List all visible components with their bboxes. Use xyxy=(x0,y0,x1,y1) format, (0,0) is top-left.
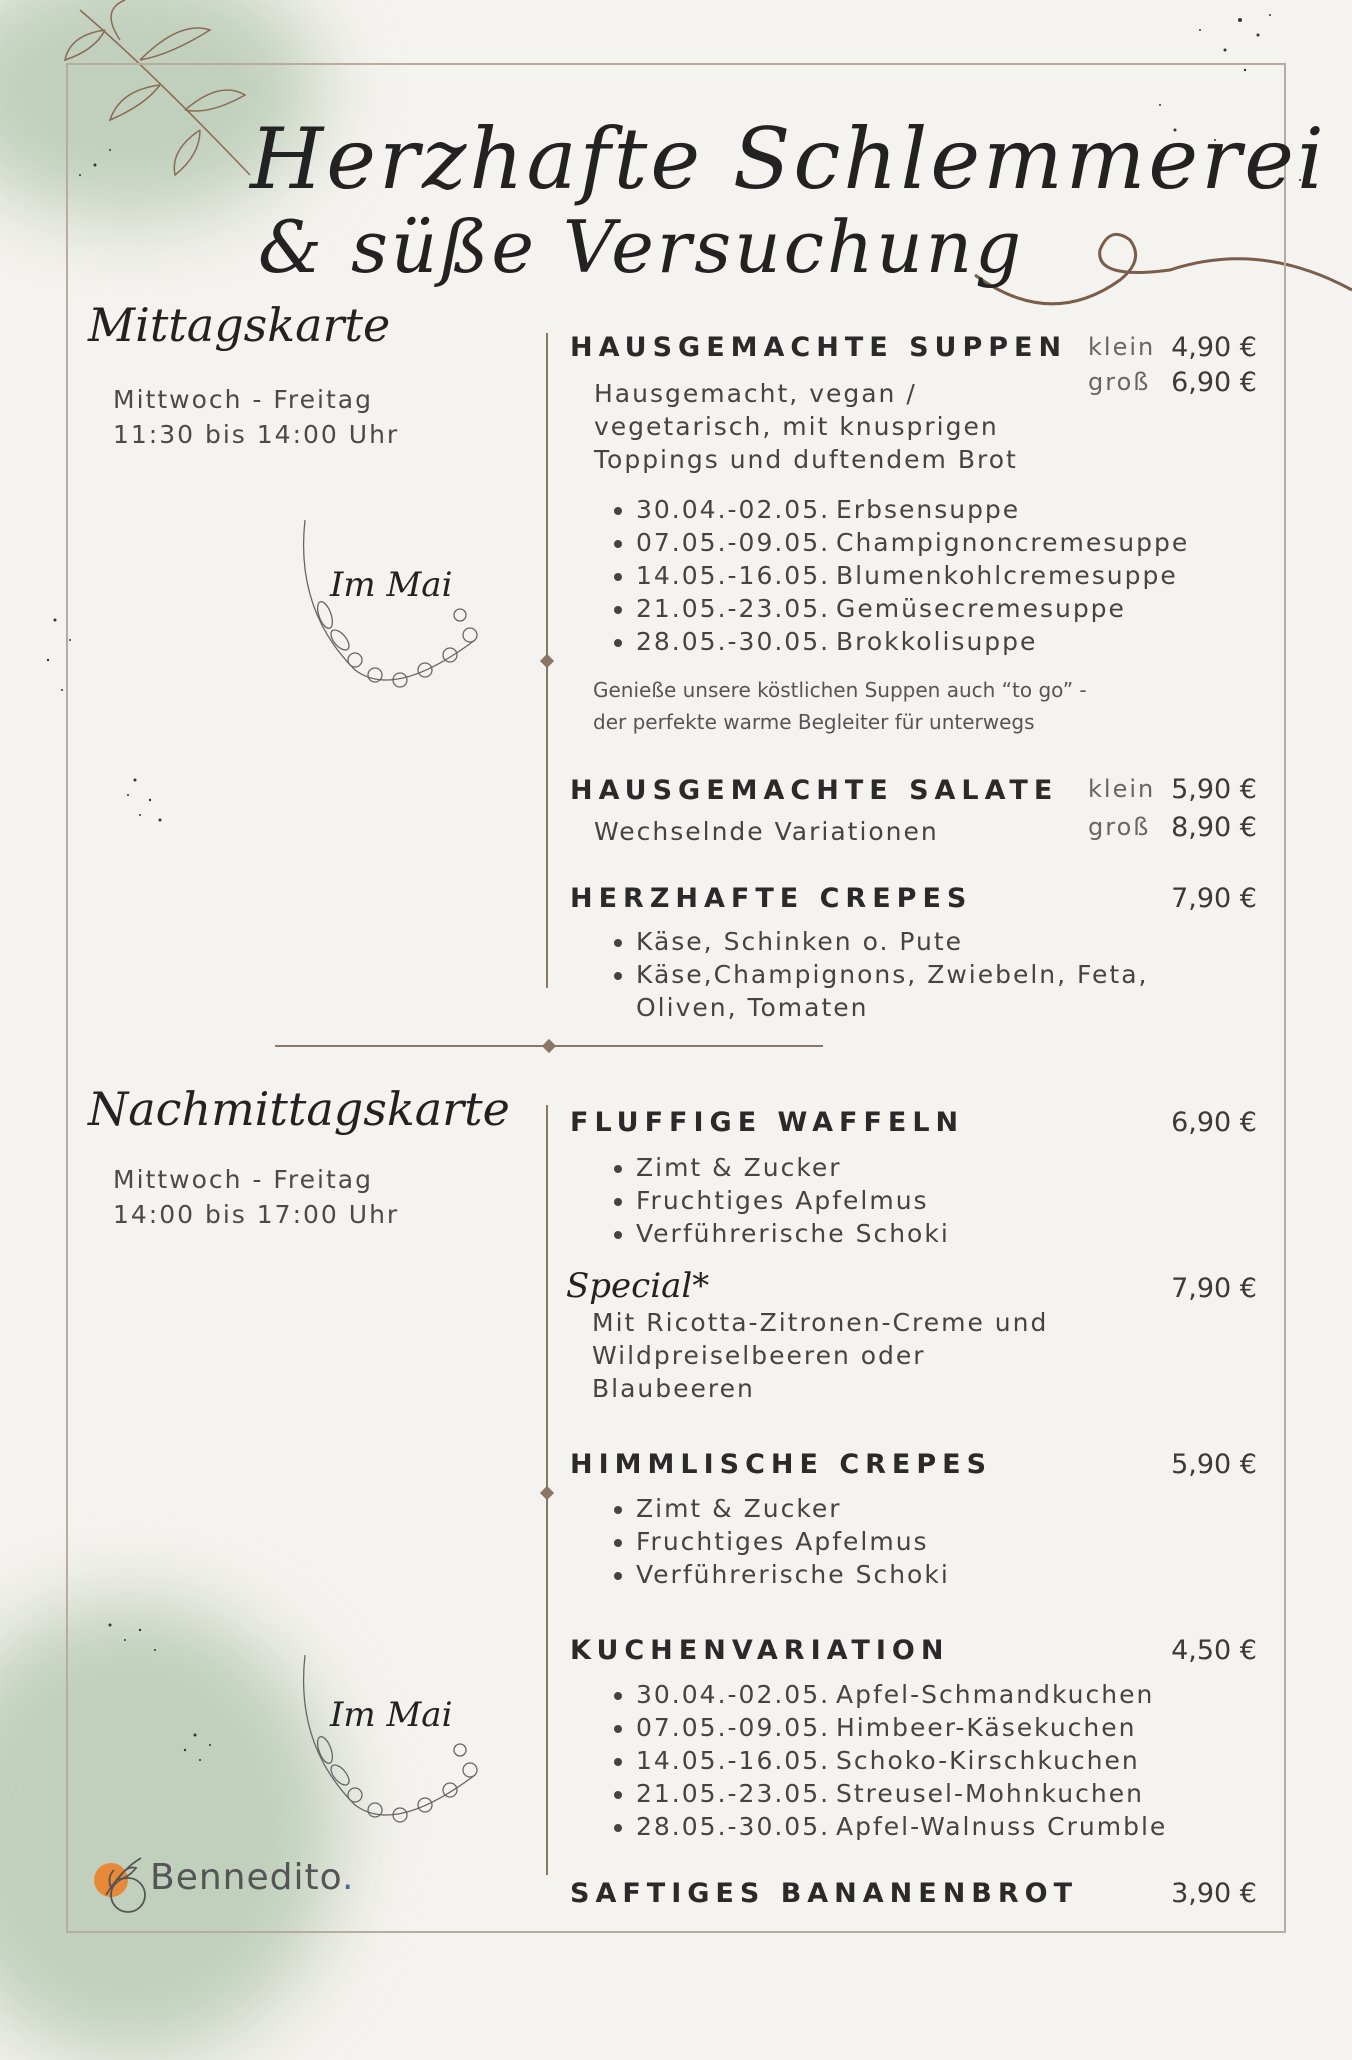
list-item: • Zimt & Zucker xyxy=(636,1492,950,1525)
list-item: • 21.05.-23.05. Streusel-Mohnkuchen xyxy=(636,1777,1167,1810)
floral-wreath-icon xyxy=(295,1655,495,1845)
cakes-price: 4,50 € xyxy=(1171,1635,1257,1666)
soups-price-large: 6,90 € xyxy=(1171,367,1257,398)
list-item: • Verführerische Schoki xyxy=(636,1558,950,1591)
list-item: • 28.05.-30.05. Brokkolisuppe xyxy=(636,625,1189,658)
lunch-month-badge: Im Mai xyxy=(330,565,453,605)
list-item: • 07.05.-09.05. Himbeer-Käsekuchen xyxy=(636,1711,1167,1744)
floral-wreath-icon xyxy=(295,520,495,710)
list-item: • Zimt & Zucker xyxy=(636,1151,950,1184)
list-item: • Fruchtiges Apfelmus xyxy=(636,1525,950,1558)
special-price: 7,90 € xyxy=(1171,1273,1257,1304)
list-item: • Käse,Champignons, Zwiebeln, Feta, xyxy=(636,958,1148,991)
salads-size-small: klein xyxy=(1088,775,1156,803)
list-item: • 07.05.-09.05. Champignoncremesuppe xyxy=(636,526,1189,559)
afternoon-menu-label: Nachmittagskarte xyxy=(88,1082,510,1136)
afternoon-hours: 14:00 bis 17:00 Uhr xyxy=(113,1200,400,1229)
lunch-hours: 11:30 bis 14:00 Uhr xyxy=(113,420,400,449)
soups-schedule xyxy=(600,493,1189,658)
special-label: Special* xyxy=(566,1266,710,1306)
salads-price-small: 5,90 € xyxy=(1171,774,1257,805)
menu-title-line2: & süße Versuchung xyxy=(258,205,1025,289)
savory-crepes-heading: HERZHAFTE CREPES xyxy=(570,883,973,914)
waffles-list xyxy=(600,1151,950,1250)
soups-size-large: groß xyxy=(1088,368,1151,396)
salads-price-large: 8,90 € xyxy=(1171,812,1257,843)
menu-title-line1: Herzhafte Schlemmerei xyxy=(250,110,1327,208)
salads-size-large: groß xyxy=(1088,813,1151,841)
afternoon-month-badge: Im Mai xyxy=(330,1695,453,1735)
waffles-heading: FLUFFIGE WAFFELN xyxy=(570,1107,965,1138)
afternoon-days: Mittwoch - Freitag xyxy=(113,1165,373,1194)
soups-description: Hausgemacht, vegan / vegetarisch, mit knusprigen Toppings und duftendem Brot xyxy=(594,379,1018,474)
cakes-heading: KUCHENVARIATION xyxy=(570,1635,950,1666)
bennedito-logo-icon xyxy=(86,1850,156,1920)
cakes-schedule xyxy=(600,1678,1167,1843)
list-item: • 21.05.-23.05. Gemüsecremesuppe xyxy=(636,592,1189,625)
special-description: Mit Ricotta-Zitronen-Creme und Wildpreiselbeeren oder Blaubeeren xyxy=(592,1308,1049,1403)
brand-name: Bennedito. xyxy=(150,1857,355,1898)
lunch-days: Mittwoch - Freitag xyxy=(113,385,373,414)
list-item: • 30.04.-02.05. Apfel-Schmandkuchen xyxy=(636,1678,1167,1711)
list-item: • Verführerische Schoki xyxy=(636,1217,950,1250)
savory-crepes-list xyxy=(600,925,1148,1024)
sweet-crepes-heading: HIMMLISCHE CREPES xyxy=(570,1449,993,1480)
list-item: • Käse, Schinken o. Pute xyxy=(636,925,1148,958)
banana-bread-price: 3,90 € xyxy=(1171,1878,1257,1909)
list-item: • 14.05.-16.05. Schoko-Kirschkuchen xyxy=(636,1744,1167,1777)
sweet-crepes-list xyxy=(600,1492,950,1591)
salads-description: Wechselnde Variationen xyxy=(594,817,939,846)
sweet-crepes-price: 5,90 € xyxy=(1171,1449,1257,1480)
savory-crepes-price: 7,90 € xyxy=(1171,883,1257,914)
soups-size-small: klein xyxy=(1088,333,1156,361)
list-item: • 14.05.-16.05. Blumenkohlcremesuppe xyxy=(636,559,1189,592)
list-item: Oliven, Tomaten xyxy=(636,993,869,1022)
banana-bread-heading: SAFTIGES BANANENBROT xyxy=(570,1878,1079,1909)
list-item: • Fruchtiges Apfelmus xyxy=(636,1184,950,1217)
soups-to-go-note: Genieße unsere köstlichen Suppen auch “to go” - der perfekte warme Begleiter für unterwegs xyxy=(593,678,1087,734)
waffles-price: 6,90 € xyxy=(1171,1107,1257,1138)
list-item: • 28.05.-30.05. Apfel-Walnuss Crumble xyxy=(636,1810,1167,1843)
salads-heading: HAUSGEMACHTE SALATE xyxy=(570,775,1059,806)
lunch-menu-label: Mittagskarte xyxy=(88,298,391,352)
soups-heading: HAUSGEMACHTE SUPPEN xyxy=(570,332,1068,363)
list-item: • 30.04.-02.05. Erbsensuppe xyxy=(636,493,1189,526)
soups-price-small: 4,90 € xyxy=(1171,332,1257,363)
